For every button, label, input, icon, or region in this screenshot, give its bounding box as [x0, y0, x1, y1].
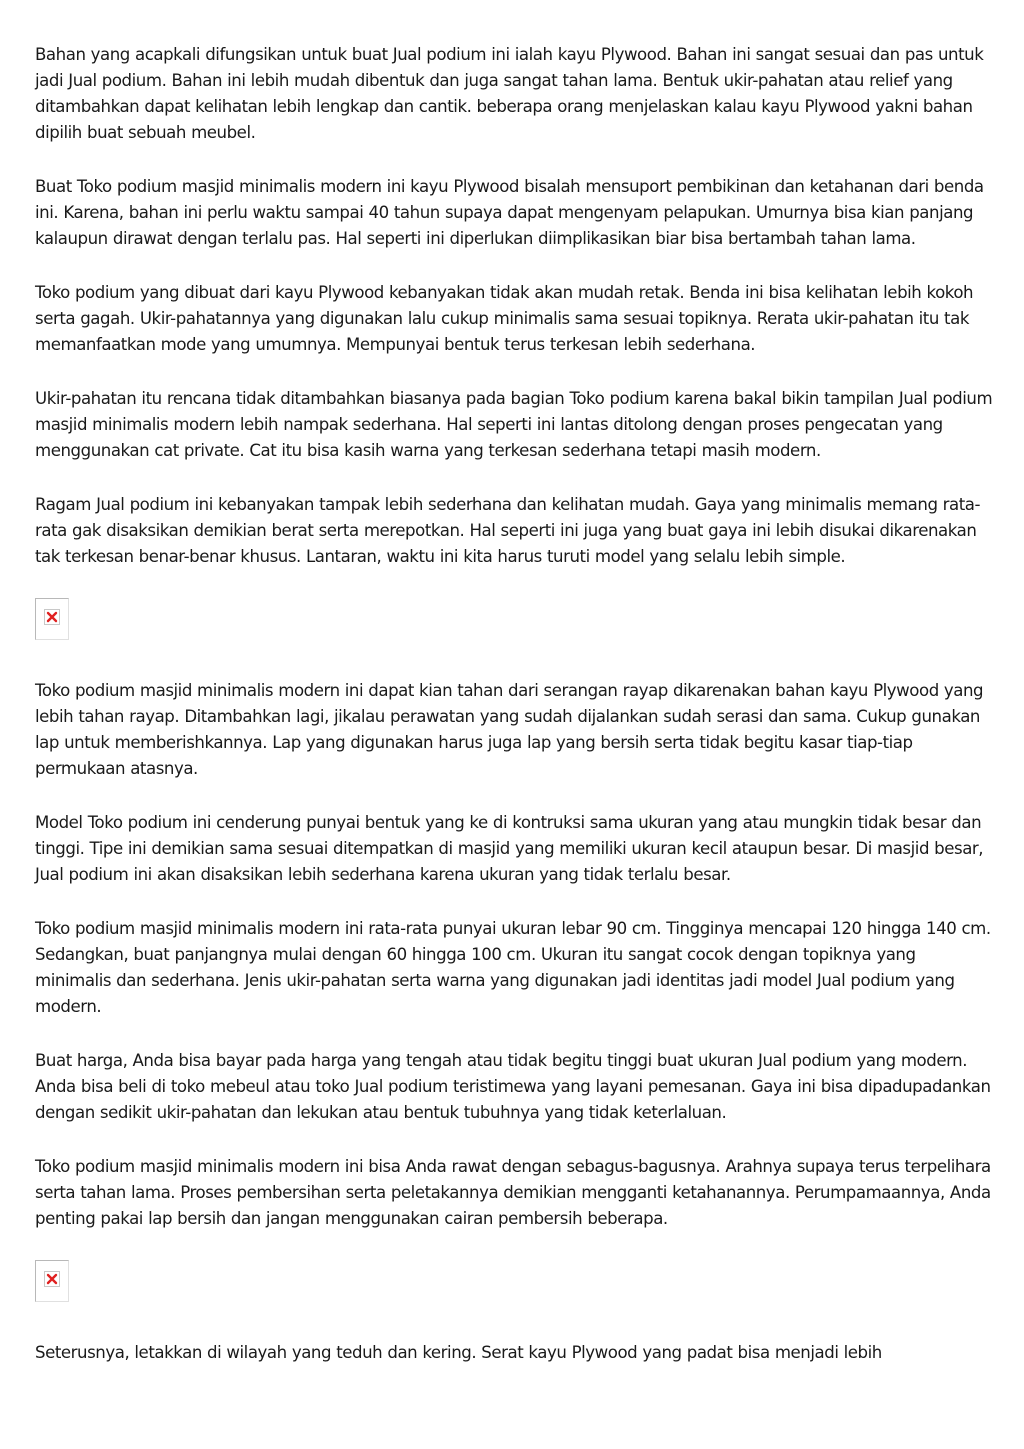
paragraph: Toko podium masjid minimalis modern ini bisa Anda rawat dengan sebagus-bagusnya. Arahnya supaya terus terpelihara serta tahan lama. Proses pembersihan serta peletakannya demikian mengganti ketahanannya. Perumpamaannya, Anda penting pakai lap bersih dan jangan menggunakan cairan pembersih beberapa. [35, 1157, 991, 1228]
paragraph: Seterusnya, letakkan di wilayah yang teduh dan kering. Serat kayu Plywood yang padat bisa menjadi lebih [35, 1343, 882, 1362]
broken-image-placeholder [35, 1260, 69, 1302]
paragraph: Toko podium masjid minimalis modern ini dapat kian tahan dari serangan rayap dikarenakan bahan kayu Plywood yang lebih tahan rayap. Ditambahkan lagi, jikalau perawatan yang sudah dijalankan sudah serasi dan sama. Cukup gunakan lap untuk memberishkannya. Lap yang digunakan harus juga lap yang bersih serta tidak begitu kasar tiap-tiap permukaan atasnya. [35, 681, 984, 778]
paragraph: Buat Toko podium masjid minimalis modern ini kayu Plywood bisalah mensuport pembikinan dan ketahanan dari benda ini. Karena, bahan ini perlu waktu sampai 40 tahun supaya dapat mengenyam pelapukan. Umurnya bisa kian panjang kalaupun dirawat dengan terlalu pas. Hal seperti ini diperlukan diimplikasikan biar bisa bertambah tahan lama. [35, 177, 984, 248]
document-body [35, 42, 995, 1366]
paragraph: Ragam Jual podium ini kebanyakan tampak lebih sederhana dan kelihatan mudah. Gaya yang minimalis memang rata-rata gak disaksikan demikian berat serta merepotkan. Hal seperti ini juga yang buat gaya ini lebih disukai dikarenakan tak terkesan benar-benar khusus. Lantaran, waktu ini kita harus turuti model yang selalu lebih simple. [35, 495, 981, 566]
paragraph: Ukir-pahatan itu rencana tidak ditambahkan biasanya pada bagian Toko podium karena bakal bikin tampilan Jual podium masjid minimalis modern lebih nampak sederhana. Hal seperti ini lantas ditolong dengan proses pengecatan yang menggunakan cat private. Cat itu bisa kasih warna yang terkesan sederhana tetapi masih modern. [35, 389, 993, 460]
paragraph: Bahan yang acapkali difungsikan untuk buat Jual podium ini ialah kayu Plywood. Bahan ini sangat sesuai dan pas untuk jadi Jual podium. Bahan ini lebih mudah dibentuk dan juga sangat tahan lama. Bentuk ukir-pahatan atau relief yang ditambahkan dapat kelihatan lebih lengkap dan cantik. beberapa orang menjelaskan kalau kayu Plywood yakni bahan dipilih buat sebuah meubel. [35, 45, 984, 142]
broken-image-icon [44, 609, 60, 625]
paragraph: Toko podium masjid minimalis modern ini rata-rata punyai ukuran lebar 90 cm. Tingginya mencapai 120 hingga 140 cm. Sedangkan, buat panjangnya mulai dengan 60 hingga 100 cm. Ukuran itu sangat cocok dengan topiknya yang minimalis dan sederhana. Jenis ukir-pahatan serta warna yang digunakan jadi identitas jadi model Jual podium yang modern. [35, 919, 991, 1016]
paragraph: Buat harga, Anda bisa bayar pada harga yang tengah atau tidak begitu tinggi buat ukuran Jual podium yang modern. Anda bisa beli di toko mebeul atau toko Jual podium teristimewa yang layani pemesanan. Gaya ini bisa dipadupadankan dengan sedikit ukir-pahatan dan lekukan atau bentuk tubuhnya yang tidak keterlaluan. [35, 1051, 991, 1122]
broken-image-placeholder [35, 598, 69, 640]
paragraph: Toko podium yang dibuat dari kayu Plywood kebanyakan tidak akan mudah retak. Benda ini bisa kelihatan lebih kokoh serta gagah. Ukir-pahatannya yang digunakan lalu cukup minimalis sama sesuai topiknya. Rerata ukir-pahatan itu tak memanfaatkan mode yang umumnya. Mempunyai bentuk terus terkesan lebih sederhana. [35, 283, 974, 354]
paragraph: Model Toko podium ini cenderung punyai bentuk yang ke di kontruksi sama ukuran yang atau mungkin tidak besar dan tinggi. Tipe ini demikian sama sesuai ditempatkan di masjid yang memiliki ukuran kecil ataupun besar. Di masjid besar, Jual podium ini akan disaksikan lebih sederhana karena ukuran yang tidak terlalu besar. [35, 813, 984, 884]
broken-image-icon [44, 1271, 60, 1287]
